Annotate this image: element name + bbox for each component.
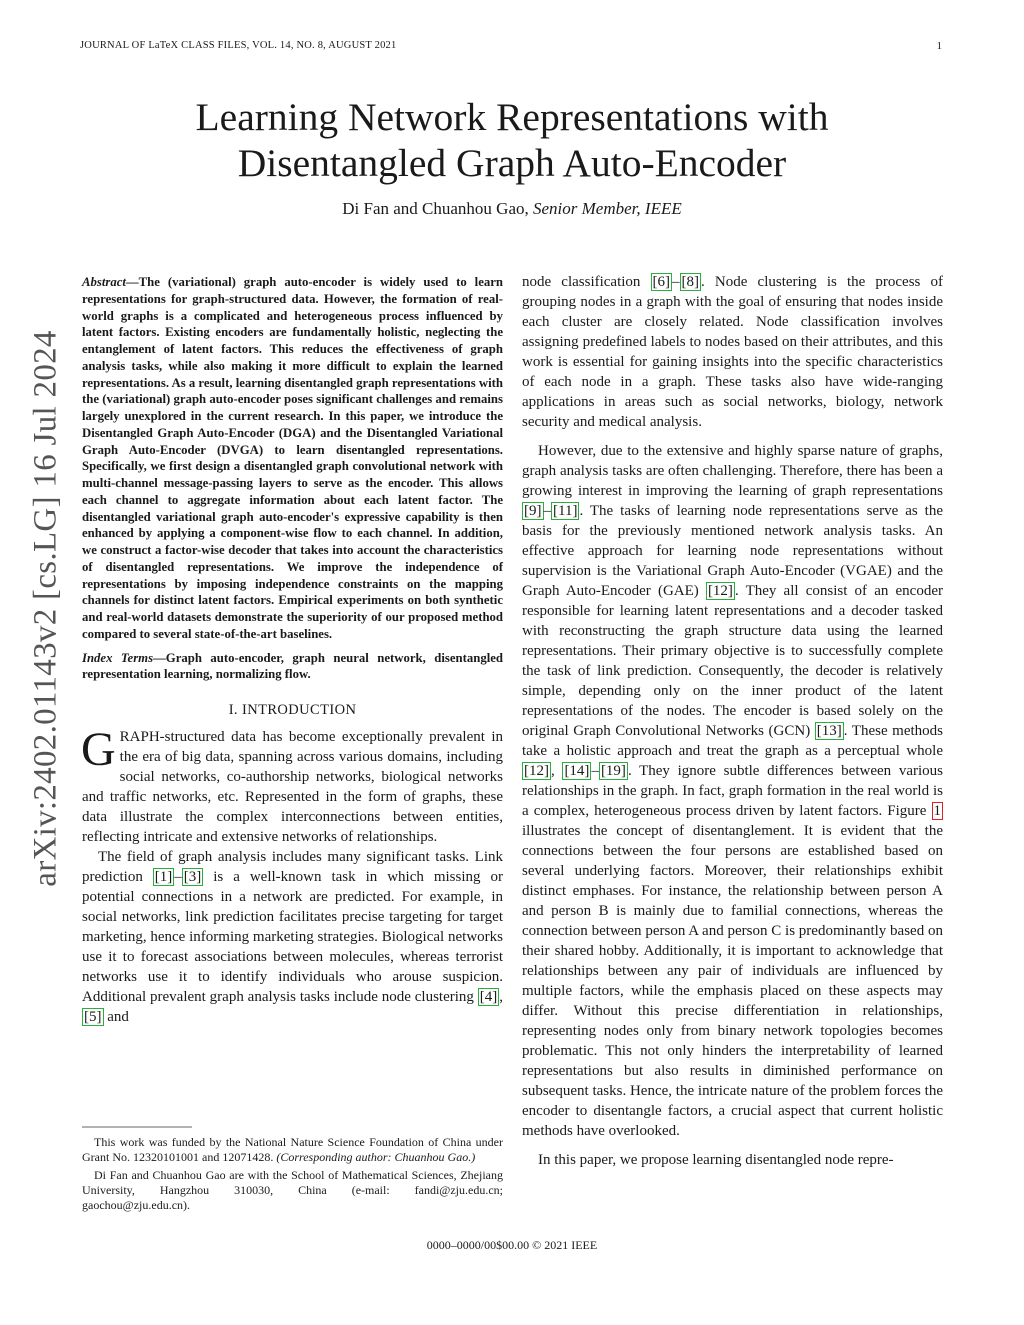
text-run: However, due to the extensive and highly sparse nature of graphs, graph analysis tasks are often challenging. Therefore, there has been a growing interest in improving the learning of graph representations	[522, 443, 943, 499]
abstract-text: —The (variational) graph auto-encoder is widely used to learn representations for graph-structured data. However, the formation of real-world graphs is a complicated and heterogeneous process influenced by latent factors. Existing encoders are fundamentally holistic, neglecting the entanglement of latent factors. This reduces the effectiveness of graph analysis tasks, while also making it more difficult to explain the learned representations. As a result, learning disentangled graph representations with the (variational) graph auto-encoder poses significant challenges and remains largely unexplored in the current research. In this paper, we introduce the Disentangled Graph Auto-Encoder (DGA) and the Disentangled Variational Graph Auto-Encoder (DVGA) to learn disentangled representations. Specifically, we first design a disentangled graph convolutional network with multi-channel message-passing layers to serve as the encoder. This allows each channel to aggregate information about each latent factor. The disentangled variational graph auto-encoder's expressive capability is then enhanced by applying a component-wise flow to each channel. In addition, we construct a factor-wise decoder that takes into account the characteristics of disentangled representations. We improve the independence of representations by imposing independence constraints on the mapping channels for distinct latent factors. Empirical experiments on both synthetic and real-world datasets demonstrate the superiority of our proposed method compared to several state-of-the-art baselines.	[82, 275, 504, 641]
section-heading-introduction: I. INTRODUCTION	[228, 702, 357, 718]
arxiv-stamp: arXiv:2402.01143v2 [cs.LG] 16 Jul 2024	[27, 330, 64, 887]
citation-link[interactable]: [6]	[652, 274, 671, 290]
right-paragraph-3: In this paper, we propose learning disentangled node repre-	[538, 1152, 894, 1168]
citation-link[interactable]: [19]	[600, 763, 626, 779]
citation-link[interactable]: [3]	[183, 869, 202, 885]
text-run: This work was funded by the National Nature Science Foundation of China under Grant No. 12320101001 and 12071428.	[82, 1135, 503, 1164]
text-run: illustrates the concept of disentanglement. It is evident that the connections between the four persons are established based on several underlying factors. Moreover, their relationships exhibit distinct emphases. For instance, the relationship between person A and person B is mainly due to familial connections, whereas the connection between person A and person C is predominantly based on their shared hobby. Additionally, it is important to acknowledge that relationships between any pair of individuals are influenced by multiple factors, while the emphasis placed on these aspects may differ. Without this precise differentiation in relationships, representing nodes only from binary network topologies becomes problematic. This not only hinders the interpretability of learned representations but also results in diminished performance on subsequent tasks. Hence, the intricate nature of the problem forces the encoder to disentangle factors, a crucial aspect that current holistic methods have overlooked.	[522, 823, 943, 1139]
author-role: Senior Member, IEEE	[533, 199, 682, 218]
citation-link[interactable]: [11]	[553, 503, 578, 519]
text-run: . The tasks of learning node representations serve as the basis for the previously mentioned network analysis tasks. An effective approach for learning node representations without supervision is the Variational Graph Auto-Encoder (VGAE) and the Graph Auto-Encoder (GAE)	[522, 503, 943, 599]
text-run: . These methods take a holistic approach and treat the graph as a perceptual whole	[522, 723, 943, 759]
citation-link[interactable]: [14]	[564, 763, 590, 779]
footnote-affiliation: Di Fan and Chuanhou Gao are with the School of Mathematical Sciences, Zhejiang University, Hangzhou 310030, China (e-mail: fandi@zju.edu.cn; gaochou@zju.edu.cn).	[82, 1168, 503, 1212]
author-names: Di Fan and Chuanhou Gao,	[342, 199, 529, 218]
footnote-funding	[82, 1135, 503, 1165]
text-run: ,	[551, 763, 563, 779]
text-run: . Node clustering is the process of grouping nodes in a graph with the goal of ensuring that nodes inside each cluster are closely related. Node classification involves assigning predefined labels to nodes based on their attributes, and this work is essential for gaining insights into the specific characteristics of each node in a graph. These tasks also have wide-ranging applications in areas such as social networks, biology, network security and medical analysis.	[522, 274, 943, 430]
index-terms-text: —Graph auto-encoder, graph neural network, disentangled representation learning, normalizing flow.	[82, 650, 503, 682]
footnotes	[82, 1135, 503, 1216]
text-run: –	[591, 763, 599, 779]
intro-paragraph-2	[82, 847, 503, 1027]
citation-link[interactable]: [12]	[524, 763, 549, 779]
right-column	[522, 272, 943, 1170]
text-run: The field of graph analysis includes many significant tasks. Link prediction	[82, 849, 503, 885]
index-terms-label: Index Terms	[82, 650, 154, 665]
citation-link[interactable]: [4]	[479, 989, 498, 1005]
copyright-line: 0000–0000/00$00.00 © 2021 IEEE	[426, 1238, 598, 1252]
text-run: and	[103, 1009, 129, 1025]
left-column	[82, 274, 503, 1027]
citation-link[interactable]: [9]	[524, 503, 542, 519]
corresponding-author: (Corresponding author: Chuanhou Gao.)	[276, 1150, 476, 1164]
text-run: –	[543, 503, 551, 519]
text-run: –	[672, 274, 680, 290]
paper-title	[80, 94, 944, 186]
text-run: is a well-known task in which missing or potential connections in a network are predicted. For example, in social networks, link prediction facilitates precise targeting for target marketing, hence informing marketing strategies. Biological networks use it to forecast associations between molecules, whereas terrorist networks use it to identify individuals who arouse suspicion. Additional prevalent graph analysis tasks include node clustering	[82, 869, 503, 1005]
citation-link[interactable]: [5]	[84, 1009, 102, 1025]
text-run: . They all consist of an encoder responsible for learning latent representations and a decoder tasked with reconstructing the graph structure data using the learned representations. Their primary objective is to successfully complete the task of link prediction. Consequently, the decoder is relatively simple, depending only on the inner product of the latent representations of the nodes. The encoder is based solely on the original Graph Convolutional Networks (GCN)	[522, 583, 943, 739]
title-line-1: Learning Network Representations with	[195, 95, 829, 139]
citation-link[interactable]: [8]	[681, 274, 700, 290]
title-line-2: Disentangled Graph Auto-Encoder	[237, 141, 787, 185]
figure-reference-link[interactable]: 1	[933, 803, 941, 819]
citation-link[interactable]: [13]	[816, 723, 842, 739]
right-paragraph-1	[522, 272, 943, 432]
page-number: 1	[936, 40, 942, 52]
text-run: node classification	[522, 274, 651, 290]
text-run: . They ignore subtle differences between various relationships in the graph. In fact, graph formation in the real world is a complex, heterogeneous process driven by latent factors. Figure	[522, 763, 943, 819]
drop-cap: G	[81, 723, 116, 776]
intro-paragraph-1	[81, 723, 503, 847]
citation-link[interactable]: [1]	[154, 869, 173, 885]
intro-paragraph-1-text: RAPH-structured data has become exceptionally prevalent in the era of big data, spanning across various domains, including social networks, co-authorship networks, biological networks and traffic networks, etc. Represented in the form of graphs, these data illustrate the complex interconnections between entities, reflecting intricate and extensive networks of relationships.	[82, 729, 503, 845]
footnote-rule	[82, 1126, 192, 1128]
abstract-label: Abstract	[82, 275, 126, 289]
text-run: ,	[499, 989, 503, 1005]
authors	[80, 199, 944, 219]
right-paragraph-2	[522, 441, 943, 1141]
text-run: –	[174, 869, 182, 885]
citation-link[interactable]: [12]	[707, 583, 733, 599]
abstract	[82, 274, 503, 643]
running-head: JOURNAL OF LaTeX CLASS FILES, VOL. 14, NO. 8, AUGUST 2021	[80, 40, 397, 51]
index-terms	[82, 650, 503, 684]
